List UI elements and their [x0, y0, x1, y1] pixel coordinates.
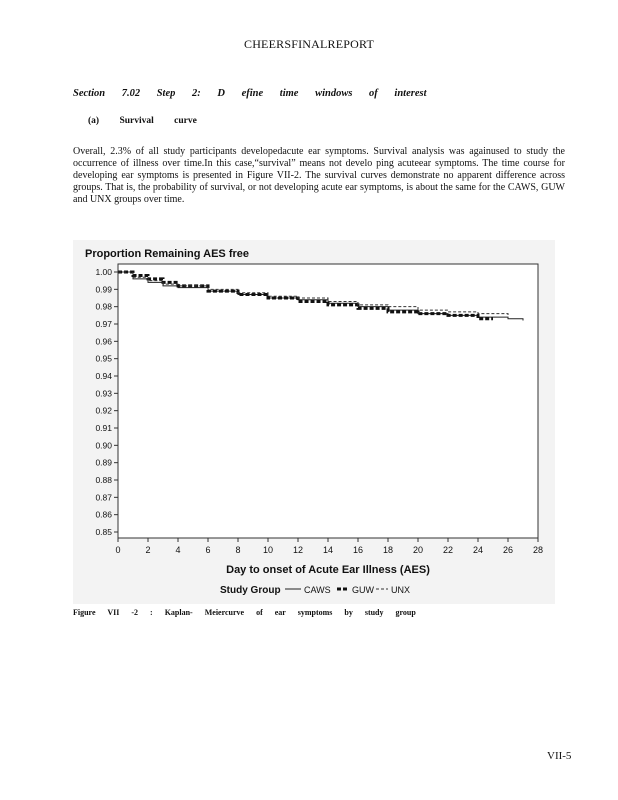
legend-label-guw: GUW — [352, 585, 374, 595]
x-axis-label: Day to onset of Acute Ear Illness (AES) — [226, 564, 430, 576]
x-tick-label: 16 — [352, 545, 364, 555]
body-paragraph: Overall, 2.3% of all study participants developedacute ear symptoms. Survival analysis was againused to study the occurrence of illness over time.In this case,“survival” means not develo ping acuteear symptoms. The time course for developing ear symptoms is presented in Figure VII-2. The survival curves demonstrate no apparent difference across groups. That is, the probability of survival, or not developing acute ear symptoms, is about the same for the CAWS, GUW and UNX groups over time. — [73, 146, 565, 205]
y-axis — [95, 267, 118, 537]
y-tick-label: 0.88 — [95, 475, 112, 485]
x-tick-label: 20 — [412, 545, 424, 555]
page-number: VII-5 — [547, 750, 572, 762]
y-tick-label: 0.93 — [95, 388, 112, 399]
legend — [220, 585, 410, 596]
legend-label-unx: UNX — [391, 585, 411, 595]
x-tick-label: 2 — [145, 545, 151, 555]
report-header: CHEERSFINALREPORT — [243, 37, 375, 51]
x-tick-label: 22 — [442, 545, 454, 555]
x-tick-label: 26 — [502, 545, 514, 555]
figure-caption: Figure VII -2 : Kaplan- Meiercurve of ear symptoms by study group — [73, 608, 416, 617]
y-tick-label: 0.99 — [95, 284, 112, 295]
x-tick-label: 10 — [262, 545, 274, 555]
y-tick-label: 1.00 — [95, 267, 112, 277]
chart-title: Proportion Remaining AES free — [85, 248, 250, 260]
x-tick-label: 8 — [235, 545, 241, 555]
y-tick-label: 0.96 — [95, 336, 112, 347]
y-tick-label: 0.95 — [95, 353, 112, 364]
x-tick-label: 28 — [532, 545, 544, 555]
y-tick-label: 0.87 — [95, 492, 112, 503]
x-tick-label: 6 — [205, 545, 211, 555]
x-tick-label: 4 — [175, 545, 181, 555]
x-tick-label: 12 — [292, 545, 304, 555]
y-tick-label: 0.97 — [95, 319, 112, 329]
y-tick-label: 0.86 — [95, 509, 112, 520]
y-tick-label: 0.98 — [95, 301, 112, 312]
y-tick-label: 0.89 — [95, 457, 112, 468]
y-tick-label: 0.92 — [95, 405, 112, 416]
section-heading: Section 7.02 Step 2: D efine time windows of interest — [73, 88, 427, 99]
subsection-heading: (a) Survival curve — [88, 116, 197, 126]
legend-title: Study Group — [220, 585, 281, 596]
legend-label-caws: CAWS — [304, 585, 331, 595]
x-tick-label: 24 — [472, 545, 484, 555]
x-tick-label: 14 — [322, 545, 334, 555]
km-chart-svg — [73, 240, 555, 604]
y-tick-label: 0.91 — [95, 423, 112, 433]
y-tick-label: 0.90 — [95, 440, 112, 451]
x-tick-label: 0 — [115, 545, 121, 555]
y-tick-label: 0.85 — [95, 527, 112, 537]
x-tick-label: 18 — [382, 545, 394, 555]
km-chart — [73, 240, 555, 604]
y-tick-label: 0.94 — [95, 371, 112, 381]
x-axis — [115, 538, 543, 555]
